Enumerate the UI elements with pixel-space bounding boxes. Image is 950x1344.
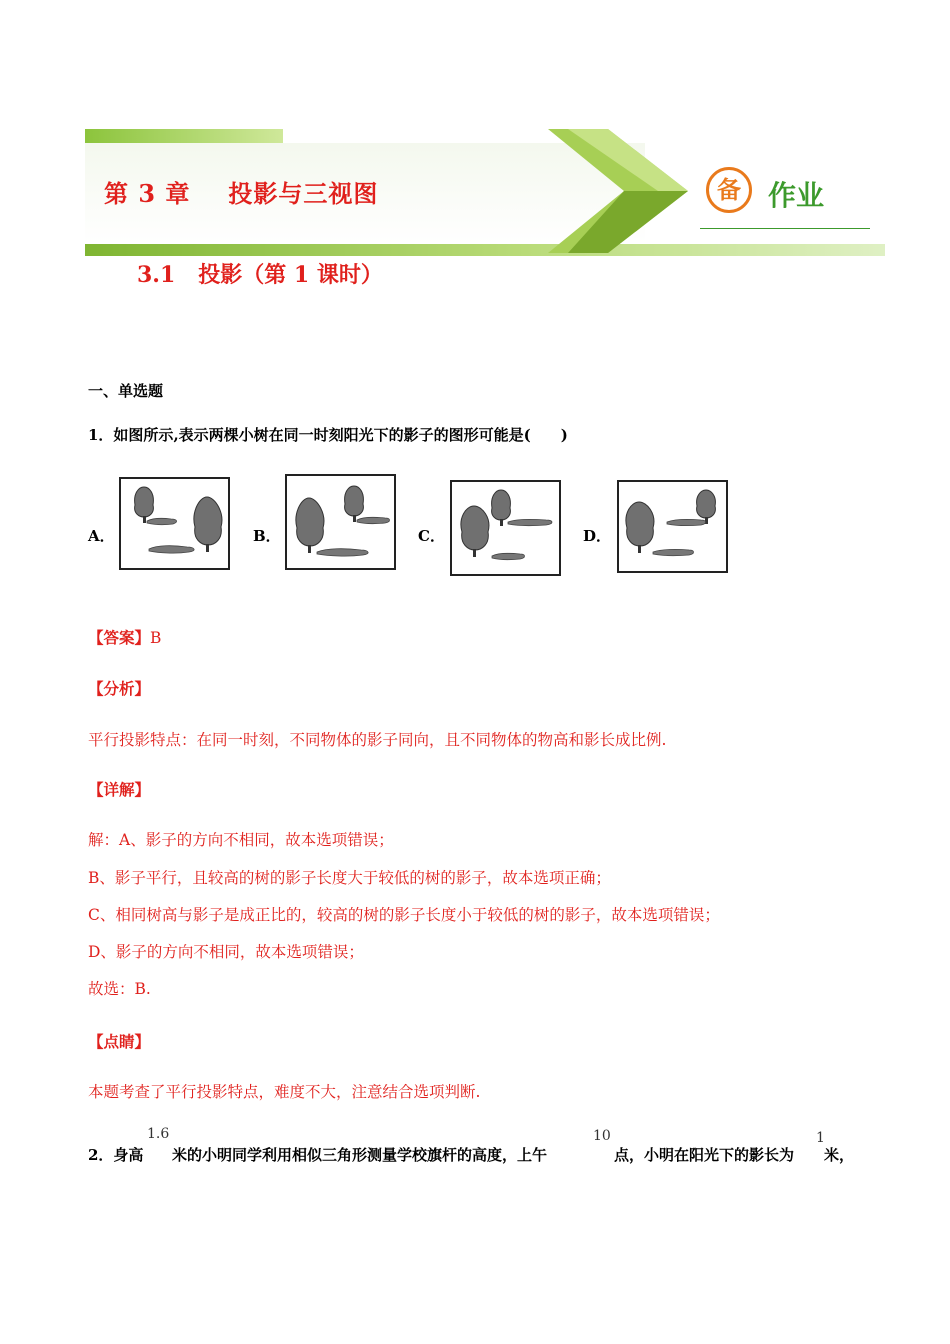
question-1-text: 1．如图所示,表示两棵小树在同一时刻阳光下的影子的图形可能是( )	[88, 426, 568, 444]
tree-shadow-figure-icon	[619, 482, 726, 571]
option-b-figure	[285, 474, 396, 570]
section-heading: 一、单选题	[88, 382, 164, 400]
section-title: 3.1 投影（第 1 课时）	[137, 262, 383, 288]
tree-shadow-figure-icon	[287, 476, 394, 568]
detail-line: D、影子的方向不相同，故本选项错误；	[88, 943, 364, 961]
question-2-part2: 米的小明同学利用相似三角形测量学校旗杆的高度，上午	[172, 1146, 548, 1164]
badge-label: 作业	[768, 179, 825, 212]
badge-icon: 备	[706, 167, 752, 213]
shadow-value: 1	[816, 1130, 825, 1146]
answer-value: B	[150, 629, 162, 647]
time-value: 10	[593, 1128, 611, 1144]
detail-line: C、相同树高与影子是成正比的，较高的树的影子长度小于较低的树的影子，故本选项错误；	[88, 906, 720, 924]
option-d-label: D．	[583, 527, 612, 545]
chapter-name: 投影与三视图	[228, 179, 379, 208]
detail-label: 【详解】	[88, 780, 151, 799]
analysis-text: 平行投影特点：在同一时刻，不同物体的影子同向，且不同物体的物高和影长成比例.	[88, 731, 667, 749]
option-c-label: C．	[418, 527, 445, 545]
option-b-label: B．	[253, 527, 281, 545]
question-2-part1: 2．身高	[88, 1146, 144, 1164]
chapter-label: 第 3 章	[104, 179, 191, 208]
header-bottom-bar	[85, 244, 885, 256]
option-d-figure	[617, 480, 728, 573]
comment-text: 本题考查了平行投影特点，难度不大，注意结合选项判断.	[88, 1083, 481, 1101]
chapter-title	[104, 174, 378, 209]
detail-line: 解：A、影子的方向不相同，故本选项错误；	[88, 831, 394, 849]
badge-underline	[700, 228, 870, 229]
option-a-label: A．	[88, 527, 115, 545]
question-2-part4: 米，	[824, 1146, 855, 1164]
detail-line: B、影子平行，且较高的树的影子长度大于较低的树的影子，故本选项正确；	[88, 869, 611, 887]
answer-label: 【答案】	[88, 628, 151, 647]
chevron-arrow-icon	[548, 129, 718, 261]
option-a-figure	[119, 477, 230, 570]
height-value: 1.6	[147, 1126, 170, 1142]
detail-line: 故选：B.	[88, 980, 151, 998]
tree-shadow-figure-icon	[121, 479, 228, 568]
tree-shadow-figure-icon	[452, 482, 559, 574]
answer-row	[88, 626, 161, 648]
question-2-part3: 点，小明在阳光下的影长为	[614, 1146, 795, 1164]
comment-label: 【点睛】	[88, 1032, 151, 1051]
analysis-label: 【分析】	[88, 679, 151, 698]
header-top-bar	[85, 129, 283, 143]
option-c-figure	[450, 480, 561, 576]
